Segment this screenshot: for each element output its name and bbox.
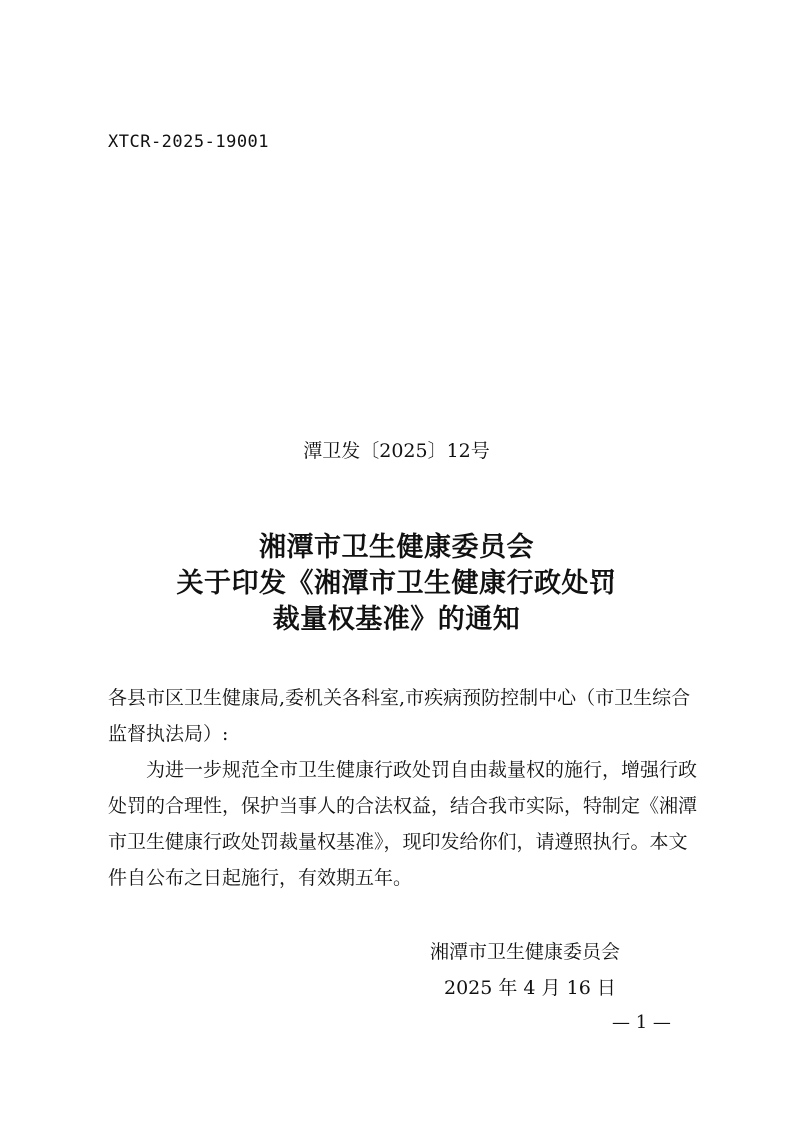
document-code: XTCR-2025-19001 xyxy=(108,132,270,152)
title-line-3: 裁量权基准》的通知 xyxy=(272,604,521,635)
body-paragraph: 为进一步规范全市卫生健康行政处罚自由裁量权的施行，增强行政处罚的合理性，保护当事人的合法权益，结合我市实际，特制定《湘潭市卫生健康行政处罚裁量权基准》，现印发给你们，请遵照执行。本文件自公布之日起施行，有效期五年。 xyxy=(108,759,698,889)
addressee: 各县市区卫生健康局,委机关各科室,市疾病预防控制中心（市卫生综合监督执法局）: xyxy=(108,687,691,745)
issuer-name: 湘潭市卫生健康委员会 xyxy=(430,941,621,963)
document-body xyxy=(108,680,698,896)
title-line-1: 湘潭市卫生健康委员会 xyxy=(259,532,534,563)
document-number: 潭卫发〔2025〕12号 xyxy=(303,440,490,462)
signature-block xyxy=(430,934,620,1006)
issue-date: 2025 年 4 月 16 日 xyxy=(444,977,616,999)
document-title xyxy=(0,530,793,638)
title-line-2: 关于印发《湘潭市卫生健康行政处罚 xyxy=(176,568,617,599)
page-number: — 1 — xyxy=(612,1012,671,1033)
